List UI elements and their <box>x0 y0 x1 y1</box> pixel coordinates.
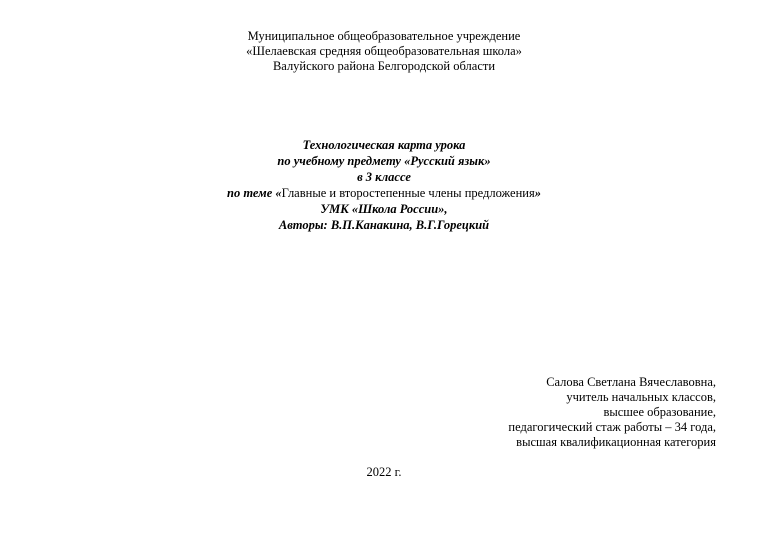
school-name-line-3: Валуйского района Белгородской области <box>272 59 496 73</box>
title-line-5: УМК «Школа России», <box>320 202 448 216</box>
author-education: высшее образование, <box>603 405 716 419</box>
topic-text: Главные и второстепенные члены предложения <box>281 186 535 200</box>
document-year: 2022 г. <box>366 465 402 479</box>
author-name: Салова Светлана Вячеславовна, <box>546 375 716 389</box>
title-line-3: в 3 классе <box>357 170 411 184</box>
topic-prefix: по теме « <box>227 186 282 200</box>
author-experience: педагогический стаж работы – 34 года, <box>508 420 716 434</box>
topic-suffix: » <box>534 186 541 200</box>
author-category: высшая квалификационная категория <box>516 435 716 449</box>
title-line-2: по учебному предмету «Русский язык» <box>277 154 491 168</box>
school-name-line-1: Муниципальное общеобразовательное учреждение <box>247 29 521 43</box>
author-position: учитель начальных классов, <box>566 390 716 404</box>
school-name-line-2: «Шелаевская средняя общеобразовательная школа» <box>246 44 522 58</box>
title-line-1: Технологическая карта урока <box>302 138 466 152</box>
topic-line <box>0 186 768 201</box>
title-line-6: Авторы: В.П.Канакина, В.Г.Горецкий <box>278 218 490 232</box>
